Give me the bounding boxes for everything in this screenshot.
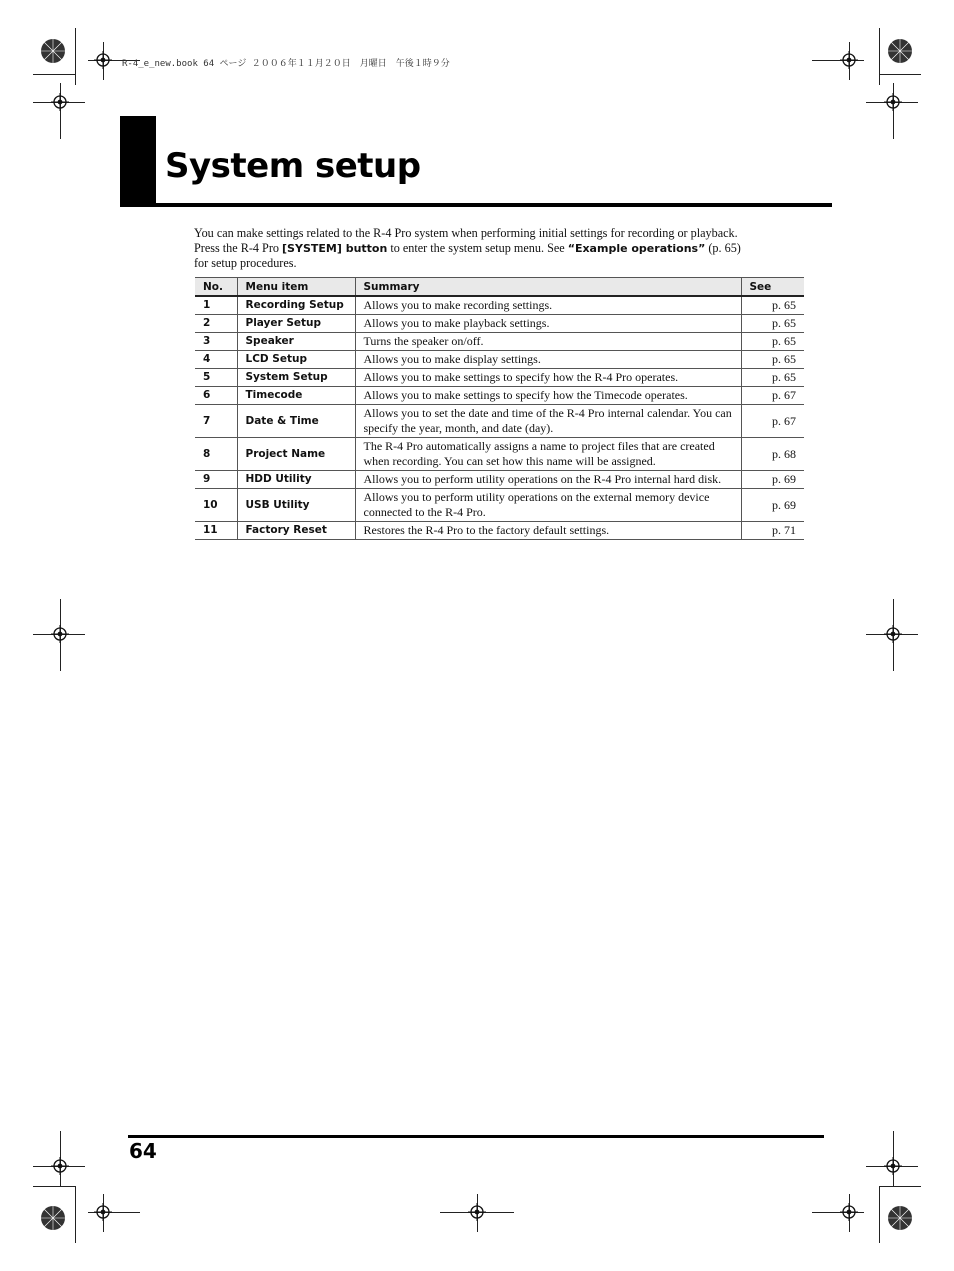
menu-item-summary: The R-4 Pro automatically assigns a name to project files that are created when recording. You can set how this name will be assigned. xyxy=(355,438,741,471)
system-button-reference: [SYSTEM] button xyxy=(282,242,388,255)
menu-item-summary: Allows you to perform utility operations on the external memory device connected to the R-4 Pro. xyxy=(355,489,741,522)
menu-item-name: USB Utility xyxy=(237,489,355,522)
intro-text: to enter the system setup menu. See xyxy=(387,241,568,255)
menu-item-name: HDD Utility xyxy=(237,471,355,489)
menu-item-summary: Allows you to set the date and time of the R-4 Pro internal calendar. You can specify the year, month, and date (day). xyxy=(355,405,741,438)
menu-item-name: Timecode xyxy=(237,387,355,405)
menu-item-summary: Allows you to make settings to specify how the R-4 Pro operates. xyxy=(355,369,741,387)
table-row xyxy=(195,438,804,471)
row-number: 10 xyxy=(195,489,237,522)
row-number: 7 xyxy=(195,405,237,438)
star-target-icon xyxy=(887,38,913,64)
title-rule xyxy=(120,203,832,207)
star-target-icon xyxy=(887,1205,913,1231)
row-number: 6 xyxy=(195,387,237,405)
intro-text: You can make settings related to the R-4 Pro system when performing initial settings for recording or playback. Press the R-4 Pro xyxy=(194,226,738,255)
row-number: 3 xyxy=(195,333,237,351)
row-number: 5 xyxy=(195,369,237,387)
registration-mark-icon xyxy=(884,93,902,111)
table-row xyxy=(195,405,804,438)
row-number: 11 xyxy=(195,522,237,540)
menu-item-name: LCD Setup xyxy=(237,351,355,369)
registration-mark-icon xyxy=(94,1203,112,1221)
menu-item-name: Date & Time xyxy=(237,405,355,438)
menu-item-name: Recording Setup xyxy=(237,296,355,315)
menu-item-summary: Restores the R-4 Pro to the factory default settings. xyxy=(355,522,741,540)
row-number: 2 xyxy=(195,315,237,333)
page-title: System setup xyxy=(165,146,421,186)
table-row xyxy=(195,387,804,405)
page-reference: p. 65 xyxy=(741,296,804,315)
registration-mark-icon xyxy=(884,1157,902,1175)
registration-mark-icon xyxy=(51,93,69,111)
registration-mark-icon xyxy=(840,1203,858,1221)
row-number: 9 xyxy=(195,471,237,489)
menu-item-summary: Allows you to make display settings. xyxy=(355,351,741,369)
table-row xyxy=(195,315,804,333)
page-reference: p. 65 xyxy=(741,315,804,333)
registration-mark-icon xyxy=(51,1157,69,1175)
footer-rule xyxy=(128,1135,824,1138)
registration-mark-icon xyxy=(94,51,112,69)
row-number: 1 xyxy=(195,296,237,315)
column-header-no: No. xyxy=(195,278,237,297)
row-number: 8 xyxy=(195,438,237,471)
star-target-icon xyxy=(40,1205,66,1231)
intro-paragraph xyxy=(194,226,754,271)
table-row xyxy=(195,489,804,522)
menu-item-name: Speaker xyxy=(237,333,355,351)
page-reference: p. 65 xyxy=(741,333,804,351)
page-reference: p. 65 xyxy=(741,351,804,369)
menu-item-summary: Allows you to make settings to specify how the Timecode operates. xyxy=(355,387,741,405)
page-reference: p. 71 xyxy=(741,522,804,540)
column-header-summary: Summary xyxy=(355,278,741,297)
page-reference: p. 69 xyxy=(741,489,804,522)
page-number: 64 xyxy=(129,1139,157,1163)
menu-item-summary: Turns the speaker on/off. xyxy=(355,333,741,351)
table-row xyxy=(195,333,804,351)
registration-mark-icon xyxy=(840,51,858,69)
table-row xyxy=(195,369,804,387)
page-reference: p. 65 xyxy=(741,369,804,387)
table-header-row xyxy=(195,278,804,297)
menu-item-name: Project Name xyxy=(237,438,355,471)
page-reference: p. 67 xyxy=(741,405,804,438)
registration-mark-icon xyxy=(884,625,902,643)
star-target-icon xyxy=(40,38,66,64)
page-reference: p. 68 xyxy=(741,438,804,471)
example-operations-link[interactable]: “Example operations” xyxy=(567,242,706,255)
table-row xyxy=(195,296,804,315)
column-header-menu-item: Menu item xyxy=(237,278,355,297)
menu-item-summary: Allows you to make playback settings. xyxy=(355,315,741,333)
print-header-strip: R-4_e_new.book 64 ページ ２００６年１１月２０日 月曜日 午後１時９分 xyxy=(122,59,450,69)
menu-item-name: Player Setup xyxy=(237,315,355,333)
title-block-bar xyxy=(120,116,156,206)
menu-item-summary: Allows you to make recording settings. xyxy=(355,296,741,315)
table-row xyxy=(195,471,804,489)
menu-item-summary: Allows you to perform utility operations on the R-4 Pro internal hard disk. xyxy=(355,471,741,489)
registration-mark-icon xyxy=(51,625,69,643)
menu-item-name: System Setup xyxy=(237,369,355,387)
page-reference: p. 67 xyxy=(741,387,804,405)
column-header-see: See xyxy=(741,278,804,297)
menu-item-name: Factory Reset xyxy=(237,522,355,540)
system-menu-table xyxy=(195,277,804,540)
table-row xyxy=(195,351,804,369)
intro-text: (p. 65) for setup procedures. xyxy=(194,241,741,270)
table-row xyxy=(195,522,804,540)
row-number: 4 xyxy=(195,351,237,369)
registration-mark-icon xyxy=(468,1203,486,1221)
page-reference: p. 69 xyxy=(741,471,804,489)
